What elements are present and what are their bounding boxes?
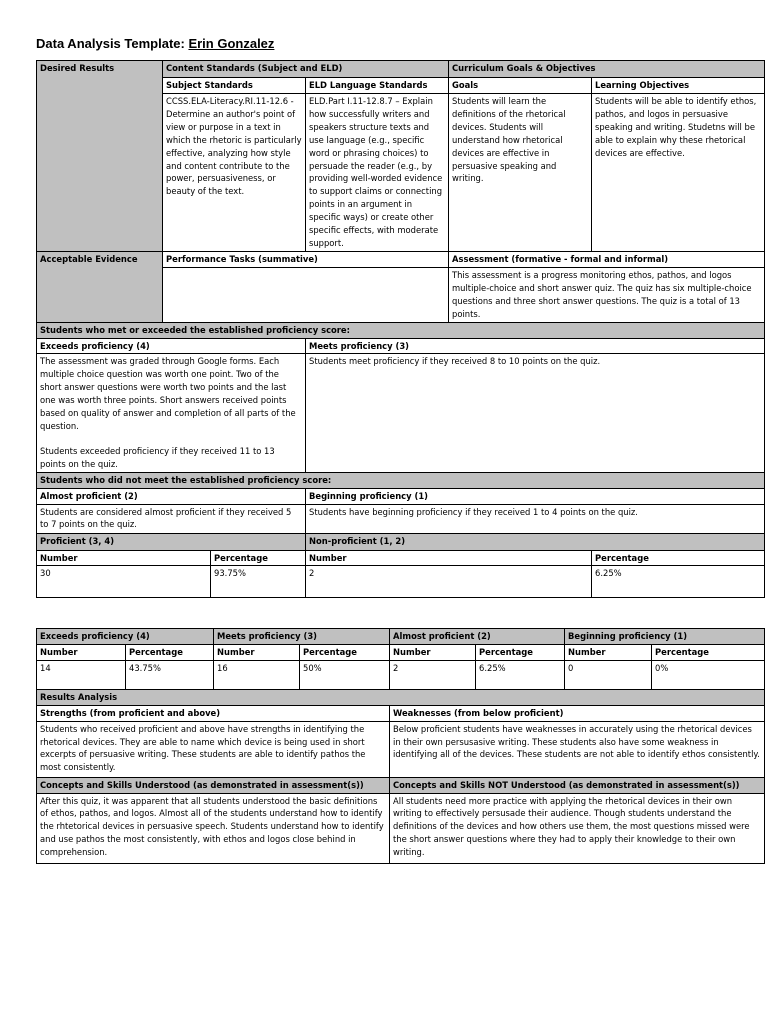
learning-objectives-header: Learning Objectives — [592, 78, 765, 94]
exceeds-description: The assessment was graded through Google forms. Each multiple choice question was worth one point. Two of the short answer questions were worth two points and the last one was worth three points. Short answers received points based on quality of answer and completion of all parts of the question. — [40, 356, 296, 431]
strengths-header: Strengths (from proficient and above) — [37, 705, 390, 721]
beginning-percentage: 0% — [652, 660, 765, 689]
title-prefix: Data Analysis Template: — [36, 36, 185, 51]
exceeds-number: 14 — [37, 660, 126, 689]
met-proficiency-header: Students who met or exceeded the established proficiency score: — [37, 322, 765, 338]
exceeds-percentage: 43.75% — [126, 660, 214, 689]
exceeds-number-header: Number — [37, 644, 126, 660]
beginning-number: 0 — [565, 660, 652, 689]
not-understood-header: Concepts and Skills NOT Understood (as demonstrated in assessment(s)) — [390, 777, 765, 793]
meets-proficiency-text: Students meet proficiency if they received 8 to 10 points on the quiz. — [306, 354, 765, 472]
meets-proficiency-label: Meets proficiency (3) — [306, 338, 765, 354]
assessment-text: This assessment is a progress monitoring ethos, pathos, and logos multiple-choice and short answer quiz. The quiz has six multiple-choice questions and three short answer questions. The quiz is a total of 13 points. — [449, 268, 765, 323]
almost-number-header: Number — [390, 644, 476, 660]
weaknesses-text: Below proficient students have weaknesses in accurately using the rhetorical devices in their own persusasive writing. These students also have some weakness in identifying all of the devices. These students are not able to identify ethos consistently. — [390, 721, 765, 777]
goals-header: Goals — [449, 78, 592, 94]
author-name: Erin Gonzalez — [188, 36, 275, 51]
beginning-header: Beginning proficiency (1) — [565, 629, 765, 645]
assessment-header: Assessment (formative - formal and informal) — [449, 252, 765, 268]
non-proficient-number-header: Number — [306, 550, 592, 566]
strengths-text: Students who received proficient and above have strengths in identifying the rhetorical devices. They are able to name which device is being used in short excerpts of persuasive writing. These students are able to identify pathos the most consistently. — [37, 721, 390, 777]
performance-tasks-text — [163, 268, 449, 323]
subject-standards-text: CCSS.ELA-Literacy.RI.11-12.6 - Determine an author's point of view or purpose in a text in which the rhetoric is particularly effective, analyzing how style and content contribute to the power, persuasiveness, or beauty of the text. — [163, 94, 306, 252]
bottom-table — [36, 628, 765, 864]
exceeds-percentage-header: Percentage — [126, 644, 214, 660]
results-analysis-header: Results Analysis — [37, 689, 765, 705]
acceptable-evidence-label: Acceptable Evidence — [37, 252, 163, 323]
meets-number: 16 — [214, 660, 300, 689]
proficient-number: 30 — [37, 566, 211, 598]
non-proficient-percentage: 6.25% — [592, 566, 765, 598]
meets-header: Meets proficiency (3) — [214, 629, 390, 645]
understood-header: Concepts and Skills Understood (as demonstrated in assessment(s)) — [37, 777, 390, 793]
beginning-percentage-header: Percentage — [652, 644, 765, 660]
almost-header: Almost proficient (2) — [390, 629, 565, 645]
non-proficient-number: 2 — [306, 566, 592, 598]
exceeds-proficiency-label: Exceeds proficiency (4) — [37, 338, 306, 354]
not-met-proficiency-header: Students who did not meet the established proficiency score: — [37, 472, 765, 488]
understood-text: After this quiz, it was apparent that all students understood the basic definitions of ethos, pathos, and logos. Almost all of the students understand how to identify the rhtetorical devices in persuasive speech. Students understand how to identify and use pathos the most consistently, with ethos and logos close behind in comprehension. — [37, 793, 390, 863]
proficient-number-header: Number — [37, 550, 211, 566]
performance-tasks-header: Performance Tasks (summative) — [163, 252, 449, 268]
almost-percentage-header: Percentage — [476, 644, 565, 660]
proficient-percentage-header: Percentage — [211, 550, 306, 566]
non-proficient-label: Non-proficient (1, 2) — [306, 533, 765, 550]
meets-number-header: Number — [214, 644, 300, 660]
desired-results-label: Desired Results — [37, 61, 163, 252]
weaknesses-header: Weaknesses (from below proficient) — [390, 705, 765, 721]
top-table — [36, 60, 765, 598]
exceeds-threshold: Students exceeded proficiency if they received 11 to 13 points on the quiz. — [40, 445, 275, 469]
beginning-number-header: Number — [565, 644, 652, 660]
document-title — [36, 36, 274, 51]
learning-objectives-text: Students will be able to identify ethos, pathos, and logos in persuasive speaking and writing. Studetns will be able to explain why these rhetorical devices are effective. — [592, 94, 765, 252]
beginning-proficiency-label: Beginning proficiency (1) — [306, 488, 765, 504]
curriculum-goals-header: Curriculum Goals & Objectives — [449, 61, 765, 78]
proficient-percentage: 93.75% — [211, 566, 306, 598]
goals-text: Students will learn the definitions of the rhetorical devices. Students will understand how rhetorical devices are effective in persuasive speaking and writing. — [449, 94, 592, 252]
meets-percentage: 50% — [300, 660, 390, 689]
content-standards-header: Content Standards (Subject and ELD) — [163, 61, 449, 78]
almost-percentage: 6.25% — [476, 660, 565, 689]
beginning-proficiency-text: Students have beginning proficiency if they received 1 to 4 points on the quiz. — [306, 504, 765, 533]
almost-proficient-label: Almost proficient (2) — [37, 488, 306, 504]
eld-standards-header: ELD Language Standards — [306, 78, 449, 94]
proficient-label: Proficient (3, 4) — [37, 533, 306, 550]
exceeds-proficiency-text — [37, 354, 306, 472]
eld-standards-text: ELD.Part I.11-12.8.7 – Explain how successfully writers and speakers structure texts and use language (e.g., specific word or phrasing choices) to persuade the reader (e.g., by providing well-worded evidence to support claims or connecting points in an argument in specific ways) or create other specific effects, with moderate support. — [306, 94, 449, 252]
exceeds-header: Exceeds proficiency (4) — [37, 629, 214, 645]
meets-percentage-header: Percentage — [300, 644, 390, 660]
almost-proficient-text: Students are considered almost proficient if they received 5 to 7 points on the quiz. — [37, 504, 306, 533]
subject-standards-header: Subject Standards — [163, 78, 306, 94]
not-understood-text: All students need more practice with applying the rhetorical devices in their own writing to effectively persusade their audience. Though students understand the definitions of the devices and how others use them, the most questions missed were the short answer questions where they had to apply their knowledge to their own writing. — [390, 793, 765, 863]
non-proficient-percentage-header: Percentage — [592, 550, 765, 566]
almost-number: 2 — [390, 660, 476, 689]
